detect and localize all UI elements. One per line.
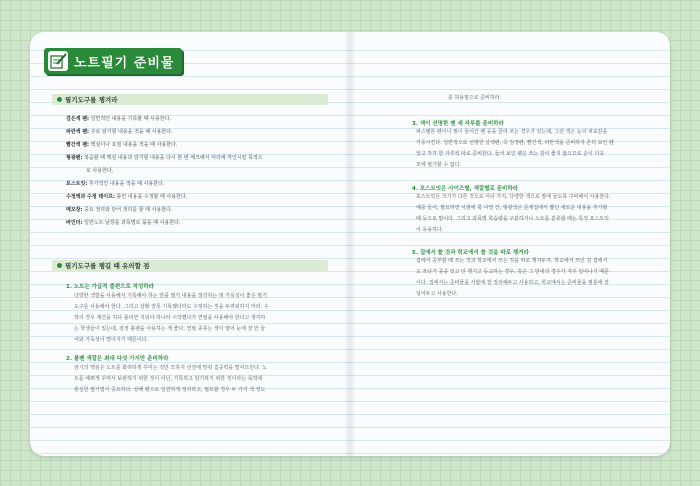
subheading: 3. 색이 선명한 펜 세 자루를 준비하라 [412, 121, 504, 127]
subheading: 1. 노트는 가급적 줄편으로 작성하라 [66, 284, 154, 290]
list-item: 형광펜: 복습할 때 핵심 내용과 암기할 내용을 다시 한 번 체크해서 머리에 각인시킬 목적으 [66, 155, 263, 161]
list-item: 메모장: 중요 정리와 단어 정리를 할 때 사용한다. [66, 207, 173, 213]
page-gutter [344, 32, 356, 456]
section-heading: 필기도구를 챙길 때 유의할 점 [65, 262, 150, 270]
left-page [30, 32, 350, 456]
section-heading-bar [52, 94, 328, 105]
paragraph: 집에서 공부할 때 쓰는 것과 학교에서 쓰는 것을 따로 챙겨두자. 학교에서 쓰던 걸 집에서 도 쓰다가 종종 있고 안 챙기고 등교하는 경우, 혹은 그 반대의 경우가 자주 일어나기 때문 이다. 집에서는 준비물을 서랍에 잘 정리해두고 사용하고, 학교에서는 준비물을 필통에 잘 넣어두고 사용한다. [416, 258, 609, 297]
subheading: 4. 포스트잇은 사이즈별, 색깔별로 준비하라 [412, 186, 518, 192]
bullet-dot [57, 263, 62, 268]
continued-text: 를 허용범으로 준비하라. [448, 95, 502, 101]
list-item: 빨간색 펜: 핵심이나 요점 내용을 적을 때 사용한다. [66, 142, 178, 148]
bullet-dot [57, 97, 62, 102]
paragraph: 파스텔톤 펜이나 펄이 들어간 펜 등을 골라 쓰는 경우가 있는데, 그런 색은 눈의 피로감을 가중시킨다. 일반적으로 선명한 살색펜, 즉 검정펜, 빨간색, 파란색을 준비하자 흔히 보인 펜 알고 각각 한 자루씩 따로 준비한다. 들어 보인 펜은 쓰는 감이 좋지 않으므로 손이 더욱 모에 필기할 수 없다. [416, 129, 614, 168]
banner-title: 노트필기 준비물 [74, 56, 175, 71]
list-item: 파란색 펜: 주로 암기할 내용을 적을 때 사용한다. [66, 129, 173, 135]
title-banner [44, 48, 182, 74]
subheading: 5. 집에서 쓸 것과 학교에서 쓸 것을 따로 챙겨라 [412, 250, 529, 256]
paragraph: 암기의 핵심은 노트를 화려하게 꾸미는 것만 모하지 선전에 맞춰 집중력을 떨어뜨린다. 노 트를 예쁘게 꾸며서 보관하기 위한 것이 아닌, 기록하고 암기하기 위한 것이라는 목적에 충실한 필기법이 중요하다. 상해 펜으로 일원하게 정리하고, 필요할 경우 두 가지 색 정도 [74, 365, 267, 393]
list-item: 포스트잇: 추가적인 내용을 적을 때 사용한다. [66, 181, 165, 187]
paragraph: 포스트잇은 크기가 다른 것으로 서너 가지, 다양한 색으로 잠에 들도록 구비해서 사용한다. 예를 들어, 필요하면 서점에 쭉 나열 건, 형광색은 문제집에서 뽑던 새로운 내용을 추가할 때 등으로 말이다. 그리고 과목별 학습량을 구분하거나 노트를 분류할 때는 특정 포스트잇 이 유용하다. [416, 194, 611, 233]
notebook-pen-icon [48, 51, 68, 71]
section-heading: 필기도구를 챙겨라 [65, 96, 118, 104]
section-heading-bar [52, 260, 328, 271]
paragraph: 다양한 색깔을 사용해서 기록해야 하는 만큼 필기 내용을 정리하는 데 가독성이 좋은 필기 도구를 사용해야 한다. 그리고 상황 잘못 기록했다라도 수정하는 것을 두려워하지 마라. 수 학의 경우 계산을 하다 틀리면 지워야 하나라 시작했다가 연필을 사용해야 한다고 생각하 는 학생들이 있는데, 검정 볼펜을 사용하는 게 좋다. 연필 종류는 색이 옅어 눈에 잘 안 들 어와 가독성이 떨어지기 때문이다. [74, 293, 269, 343]
list-item: 로 사용한다. [86, 168, 114, 174]
list-item: 검은색 펜: 일반적인 내용을 기록할 때 사용한다. [66, 116, 172, 122]
right-page [350, 32, 670, 456]
subheading: 2. 볼펜 색깔은 최대 다섯 가지만 준비하라 [66, 356, 169, 362]
notebook-spread [30, 32, 670, 456]
list-item: 수정액과 수정 테이프: 틀린 내용을 수정할 때 사용한다. [66, 194, 188, 200]
list-item: 바인더: 일반노트 낱장을 과목별로 묶을 때 사용한다. [66, 220, 181, 226]
